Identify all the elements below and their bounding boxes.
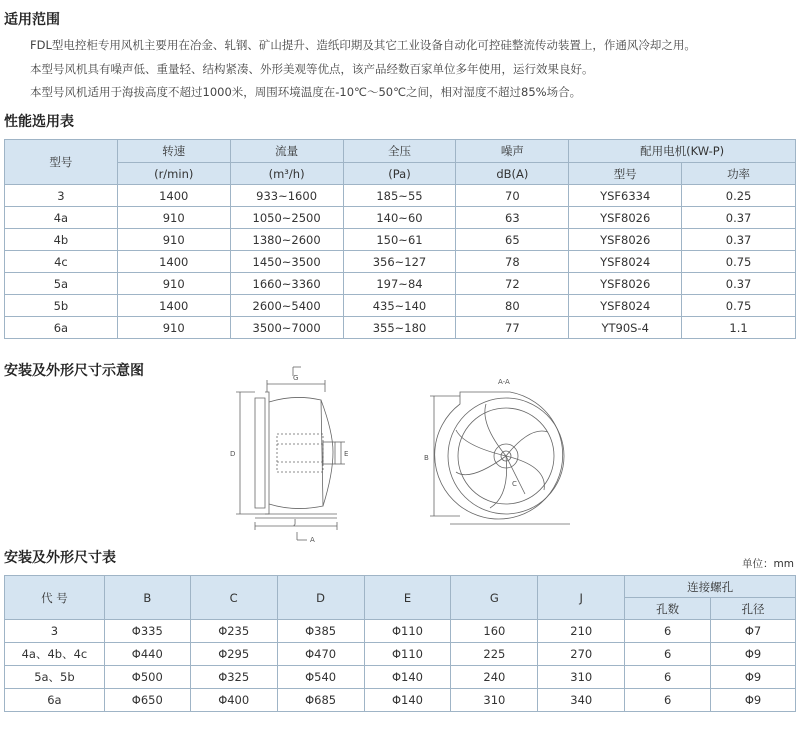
table-cell: 197~84 bbox=[343, 273, 456, 295]
table-cell: YSF8024 bbox=[569, 295, 682, 317]
scope-paragraph-2: 本型号风机具有噪声低、重量轻、结构紧凑、外形美观等优点，该产品经数百家单位多年使用，运行效果良好。 bbox=[30, 62, 594, 76]
header-flow-unit: (m³/h) bbox=[230, 163, 343, 185]
table-cell: 0.37 bbox=[682, 229, 796, 251]
table-row bbox=[5, 295, 796, 317]
table-cell: 4a bbox=[5, 207, 118, 229]
table-cell: Φ235 bbox=[190, 620, 277, 643]
dimensions-title: 安装及外形尺寸表 bbox=[4, 550, 116, 566]
label-j: J bbox=[294, 518, 297, 526]
table-cell: 910 bbox=[117, 273, 230, 295]
table-row bbox=[5, 620, 796, 643]
table-cell: 910 bbox=[117, 207, 230, 229]
header-hole-count: 孔数 bbox=[625, 598, 711, 620]
table-cell: 1450~3500 bbox=[230, 251, 343, 273]
table-cell: Φ7 bbox=[711, 620, 796, 643]
table-row bbox=[5, 689, 796, 712]
table-cell: Φ110 bbox=[364, 620, 451, 643]
side-view-drawing bbox=[225, 362, 365, 542]
table-cell: 78 bbox=[456, 251, 569, 273]
table-cell: 270 bbox=[538, 643, 625, 666]
table-cell: 1050~2500 bbox=[230, 207, 343, 229]
table-cell: 140~60 bbox=[343, 207, 456, 229]
label-b: B bbox=[424, 454, 429, 462]
performance-table bbox=[4, 139, 796, 339]
table-cell: 910 bbox=[117, 317, 230, 339]
table-cell: 80 bbox=[456, 295, 569, 317]
table-cell: 72 bbox=[456, 273, 569, 295]
dimensions-table-body bbox=[5, 620, 796, 712]
header-pressure-unit: (Pa) bbox=[343, 163, 456, 185]
table-cell: Φ540 bbox=[277, 666, 364, 689]
performance-table-body bbox=[5, 185, 796, 339]
table-cell: YSF8024 bbox=[569, 251, 682, 273]
table-row bbox=[5, 185, 796, 207]
table-cell: 2600~5400 bbox=[230, 295, 343, 317]
table-cell: Φ385 bbox=[277, 620, 364, 643]
table-cell: YT90S-4 bbox=[569, 317, 682, 339]
header-speed-unit: (r/min) bbox=[117, 163, 230, 185]
header-motor-power: 功率 bbox=[682, 163, 796, 185]
table-cell: YSF6334 bbox=[569, 185, 682, 207]
header-model: 型号 bbox=[5, 140, 118, 185]
header-code: 代 号 bbox=[5, 576, 105, 620]
table-cell: 435~140 bbox=[343, 295, 456, 317]
label-d: D bbox=[230, 450, 236, 458]
table-cell: 240 bbox=[451, 666, 538, 689]
table-cell: 150~61 bbox=[343, 229, 456, 251]
header-flow: 流量 bbox=[230, 140, 343, 163]
table-cell: Φ685 bbox=[277, 689, 364, 712]
front-view-drawing bbox=[420, 374, 590, 534]
scope-paragraph-3: 本型号风机适用于海拔高度不超过1000米，周围环境温度在-10℃～50℃之间，相对湿度不超过85%场合。 bbox=[30, 85, 582, 99]
table-cell: Φ140 bbox=[364, 689, 451, 712]
table-cell: Φ295 bbox=[190, 643, 277, 666]
table-cell: 210 bbox=[538, 620, 625, 643]
table-cell: 1380~2600 bbox=[230, 229, 343, 251]
unit-label: 单位：mm bbox=[742, 558, 794, 570]
table-cell: YSF8026 bbox=[569, 229, 682, 251]
table-cell: 5a、5b bbox=[5, 666, 105, 689]
table-cell: 933~1600 bbox=[230, 185, 343, 207]
header-b: B bbox=[104, 576, 190, 620]
table-cell: Φ9 bbox=[711, 666, 796, 689]
table-cell: Φ9 bbox=[711, 643, 796, 666]
header-holes: 连接螺孔 bbox=[625, 576, 796, 598]
table-cell: 0.37 bbox=[682, 207, 796, 229]
table-cell: 185~55 bbox=[343, 185, 456, 207]
table-cell: 3 bbox=[5, 620, 105, 643]
table-cell: 1660~3360 bbox=[230, 273, 343, 295]
dimensions-table bbox=[4, 575, 796, 712]
diagram-title: 安装及外形尺寸示意图 bbox=[4, 363, 144, 379]
scope-paragraph-1: FDL型电控柜专用风机主要用在冶金、轧钢、矿山提升、造纸印期及其它工业设备自动化可控硅整流传动装置上，作通风冷却之用。 bbox=[30, 38, 696, 52]
table-cell: 77 bbox=[456, 317, 569, 339]
header-e: E bbox=[364, 576, 451, 620]
table-cell: 1400 bbox=[117, 295, 230, 317]
table-cell: Φ400 bbox=[190, 689, 277, 712]
header-j: J bbox=[538, 576, 625, 620]
table-cell: 4b bbox=[5, 229, 118, 251]
table-row bbox=[5, 207, 796, 229]
table-cell: 910 bbox=[117, 229, 230, 251]
table-cell: 340 bbox=[538, 689, 625, 712]
table-cell: 310 bbox=[538, 666, 625, 689]
table-cell: 0.37 bbox=[682, 273, 796, 295]
table-cell: YSF8026 bbox=[569, 273, 682, 295]
table-cell: 1.1 bbox=[682, 317, 796, 339]
header-noise-unit: dB(A) bbox=[456, 163, 569, 185]
table-row bbox=[5, 317, 796, 339]
table-cell: 4a、4b、4c bbox=[5, 643, 105, 666]
table-cell: Φ470 bbox=[277, 643, 364, 666]
table-cell: 1400 bbox=[117, 251, 230, 273]
table-cell: 6 bbox=[625, 643, 711, 666]
table-cell: 0.25 bbox=[682, 185, 796, 207]
label-g: G bbox=[293, 374, 299, 382]
header-motor-model: 型号 bbox=[569, 163, 682, 185]
table-cell: 5a bbox=[5, 273, 118, 295]
header-motor: 配用电机(KW-P) bbox=[569, 140, 796, 163]
table-cell: Φ110 bbox=[364, 643, 451, 666]
table-cell: 70 bbox=[456, 185, 569, 207]
header-speed: 转速 bbox=[117, 140, 230, 163]
table-row bbox=[5, 251, 796, 273]
table-cell: Φ325 bbox=[190, 666, 277, 689]
table-cell: 6a bbox=[5, 317, 118, 339]
scope-title: 适用范围 bbox=[4, 12, 60, 28]
table-row bbox=[5, 273, 796, 295]
table-cell: 6 bbox=[625, 666, 711, 689]
table-cell: 4c bbox=[5, 251, 118, 273]
header-noise: 噪声 bbox=[456, 140, 569, 163]
table-cell: 356~127 bbox=[343, 251, 456, 273]
table-cell: 355~180 bbox=[343, 317, 456, 339]
performance-title: 性能选用表 bbox=[4, 114, 74, 130]
header-hole-dia: 孔径 bbox=[711, 598, 796, 620]
table-cell: Φ500 bbox=[104, 666, 190, 689]
table-cell: Φ440 bbox=[104, 643, 190, 666]
header-g: G bbox=[451, 576, 538, 620]
table-row bbox=[5, 229, 796, 251]
table-cell: 63 bbox=[456, 207, 569, 229]
table-cell: 0.75 bbox=[682, 295, 796, 317]
table-row bbox=[5, 643, 796, 666]
table-cell: 5b bbox=[5, 295, 118, 317]
table-cell: 3 bbox=[5, 185, 118, 207]
label-a: A bbox=[310, 536, 315, 542]
table-cell: 3500~7000 bbox=[230, 317, 343, 339]
table-cell: 6 bbox=[625, 689, 711, 712]
table-cell: Φ9 bbox=[711, 689, 796, 712]
header-pressure: 全压 bbox=[343, 140, 456, 163]
table-cell: 6 bbox=[625, 620, 711, 643]
table-cell: 310 bbox=[451, 689, 538, 712]
table-cell: 160 bbox=[451, 620, 538, 643]
table-cell: YSF8026 bbox=[569, 207, 682, 229]
table-cell: 0.75 bbox=[682, 251, 796, 273]
table-row bbox=[5, 666, 796, 689]
label-section: A-A bbox=[498, 378, 510, 386]
table-cell: 6a bbox=[5, 689, 105, 712]
table-cell: 65 bbox=[456, 229, 569, 251]
label-e: E bbox=[344, 450, 349, 458]
table-cell: Φ650 bbox=[104, 689, 190, 712]
header-d: D bbox=[277, 576, 364, 620]
table-cell: 225 bbox=[451, 643, 538, 666]
table-cell: Φ335 bbox=[104, 620, 190, 643]
table-cell: 1400 bbox=[117, 185, 230, 207]
header-c: C bbox=[190, 576, 277, 620]
label-c: C bbox=[512, 480, 517, 488]
table-cell: Φ140 bbox=[364, 666, 451, 689]
